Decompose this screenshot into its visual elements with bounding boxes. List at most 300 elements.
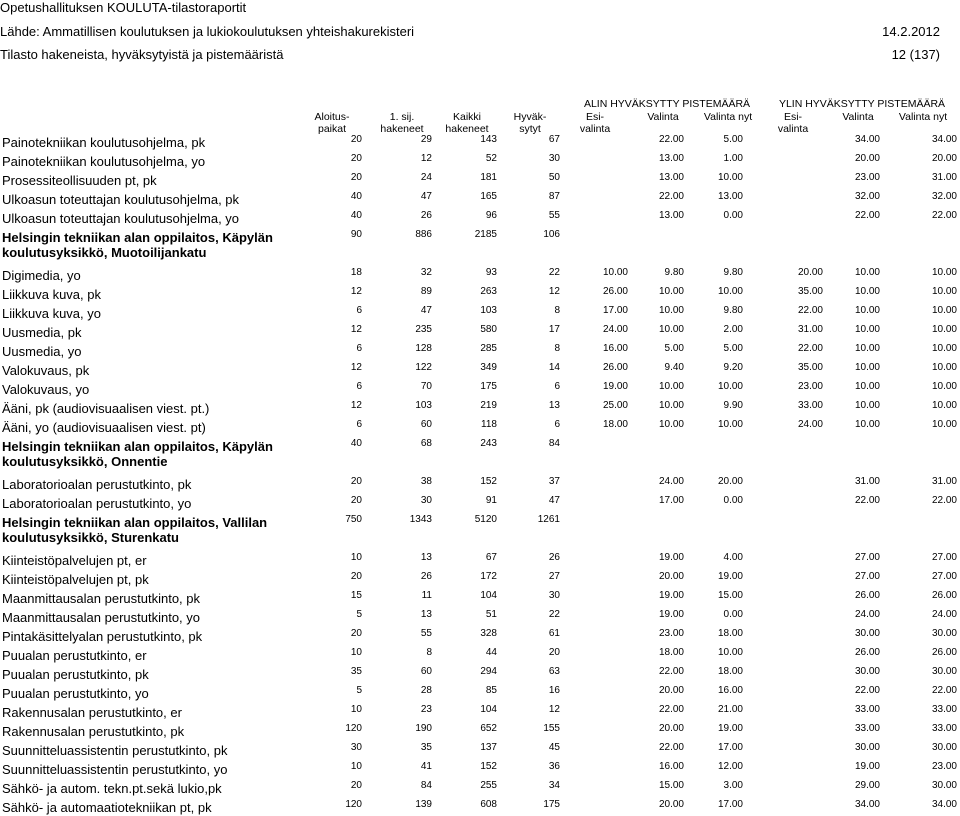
table-row [0,132,960,151]
cell-kaikki-hakeneet: 85 [485,685,497,696]
cell-ylin-valinta: 30.00 [854,666,880,677]
cell-alin-valinta: 10.00 [658,419,684,430]
table-row [0,626,960,645]
cell-aloituspaikat: 40 [350,438,362,449]
cell-sij-hakeneet: 38 [420,476,432,487]
cell-hyvaksytyt: 175 [543,799,560,810]
cell-aloituspaikat: 40 [350,191,362,202]
program-name: Liikkuva kuva, pk [2,287,101,302]
cell-aloituspaikat: 40 [350,210,362,221]
table-row [0,721,960,740]
table-row [0,189,960,208]
cell-alin-esivalinta: 10.00 [602,267,628,278]
cell-alin-valinta: 10.00 [658,400,684,411]
cell-ylin-valinta: 34.00 [854,799,880,810]
cell-alin-valinta-nyt: 19.00 [717,571,743,582]
cell-alin-valinta: 23.00 [658,628,684,639]
cell-alin-valinta-nyt: 20.00 [717,476,743,487]
cell-hyvaksytyt: 87 [548,191,560,202]
cell-alin-valinta-nyt: 5.00 [723,134,743,145]
cell-alin-valinta: 13.00 [658,210,684,221]
cell-ylin-valinta: 10.00 [854,305,880,316]
cell-hyvaksytyt: 63 [548,666,560,677]
table-row [0,797,960,816]
table-row [0,322,960,341]
program-name: Valokuvaus, yo [2,382,90,397]
program-name: Ulkoasun toteuttajan koulutusohjelma, pk [2,192,240,207]
cell-alin-valinta: 13.00 [658,172,684,183]
cell-aloituspaikat: 5 [356,609,362,620]
table-row [0,550,960,569]
cell-aloituspaikat: 20 [350,153,362,164]
cell-ylin-valinta: 32.00 [854,191,880,202]
cell-sij-hakeneet: 13 [420,552,432,563]
cell-aloituspaikat: 6 [356,381,362,392]
table-row [0,759,960,778]
cell-ylin-valinta-nyt: 30.00 [931,666,957,677]
cell-hyvaksytyt: 13 [548,400,560,411]
cell-alin-valinta-nyt: 10.00 [717,647,743,658]
cell-kaikki-hakeneet: 219 [480,400,497,411]
cell-sij-hakeneet: 886 [415,229,432,240]
cell-aloituspaikat: 12 [350,400,362,411]
program-name: Suunnitteluassistentin perustutkinto, yo [2,762,228,777]
cell-kaikki-hakeneet: 137 [480,742,497,753]
cell-sij-hakeneet: 190 [415,723,432,734]
cell-alin-esivalinta: 24.00 [602,324,628,335]
cell-ylin-valinta-nyt: 10.00 [931,400,957,411]
cell-ylin-valinta-nyt: 33.00 [931,723,957,734]
col-alin-nyt: Valinta nyt [703,111,753,123]
cell-alin-valinta-nyt: 0.00 [723,495,743,506]
cell-sij-hakeneet: 23 [420,704,432,715]
cell-sij-hakeneet: 122 [415,362,432,373]
program-name: Uusmedia, pk [2,325,82,340]
cell-alin-valinta: 5.00 [664,343,684,354]
cell-kaikki-hakeneet: 104 [480,590,497,601]
group-alin-header: ALIN HYVÄKSYTTY PISTEMÄÄRÄ [583,98,751,110]
table-row [0,398,960,417]
cell-aloituspaikat: 20 [350,780,362,791]
cell-ylin-valinta: 33.00 [854,704,880,715]
report-date: 14.2.2012 [882,24,940,39]
cell-aloituspaikat: 10 [350,647,362,658]
cell-alin-esivalinta: 26.00 [602,362,628,373]
cell-alin-valinta-nyt: 17.00 [717,742,743,753]
cell-alin-valinta: 22.00 [658,742,684,753]
table-row [0,683,960,702]
cell-hyvaksytyt: 17 [548,324,560,335]
cell-alin-valinta-nyt: 18.00 [717,628,743,639]
cell-hyvaksytyt: 155 [543,723,560,734]
program-name: Rakennusalan perustutkinto, er [2,705,182,720]
cell-ylin-valinta: 10.00 [854,267,880,278]
cell-ylin-valinta-nyt: 30.00 [931,742,957,753]
report-subtitle: Tilasto hakeneista, hyväksytyistä ja pistemääristä [0,47,284,62]
cell-alin-esivalinta: 25.00 [602,400,628,411]
cell-alin-valinta-nyt: 5.00 [723,343,743,354]
cell-alin-valinta-nyt: 10.00 [717,172,743,183]
cell-kaikki-hakeneet: 243 [480,438,497,449]
cell-ylin-valinta-nyt: 30.00 [931,780,957,791]
table-row [0,664,960,683]
col-alin-esi-line2: valinta [579,123,611,135]
cell-alin-valinta: 22.00 [658,191,684,202]
cell-ylin-valinta-nyt: 20.00 [931,153,957,164]
program-name: Suunnitteluassistentin perustutkinto, pk [2,743,228,758]
cell-sij-hakeneet: 13 [420,609,432,620]
cell-sij-hakeneet: 1343 [409,514,432,525]
cell-ylin-valinta: 26.00 [854,647,880,658]
cell-aloituspaikat: 20 [350,628,362,639]
cell-aloituspaikat: 5 [356,685,362,696]
cell-kaikki-hakeneet: 51 [485,609,497,620]
cell-ylin-valinta-nyt: 10.00 [931,267,957,278]
cell-kaikki-hakeneet: 44 [485,647,497,658]
cell-hyvaksytyt: 8 [554,305,560,316]
cell-hyvaksytyt: 47 [548,495,560,506]
cell-kaikki-hakeneet: 152 [480,761,497,772]
cell-ylin-valinta-nyt: 24.00 [931,609,957,620]
cell-kaikki-hakeneet: 91 [485,495,497,506]
cell-kaikki-hakeneet: 165 [480,191,497,202]
cell-kaikki-hakeneet: 294 [480,666,497,677]
cell-ylin-valinta: 10.00 [854,324,880,335]
cell-ylin-valinta-nyt: 23.00 [931,761,957,772]
cell-sij-hakeneet: 70 [420,381,432,392]
cell-kaikki-hakeneet: 263 [480,286,497,297]
cell-ylin-esivalinta: 24.00 [797,419,823,430]
school-row [0,512,960,550]
program-name: Sähkö- ja automaatiotekniikan pt, pk [2,800,212,815]
cell-ylin-valinta-nyt: 26.00 [931,590,957,601]
cell-ylin-valinta: 10.00 [854,381,880,392]
cell-ylin-esivalinta: 31.00 [797,324,823,335]
cell-ylin-valinta-nyt: 10.00 [931,381,957,392]
cell-sij-hakeneet: 60 [420,666,432,677]
table-row [0,379,960,398]
cell-alin-valinta: 22.00 [658,704,684,715]
table-row [0,170,960,189]
cell-hyvaksytyt: 30 [548,590,560,601]
cell-ylin-valinta-nyt: 32.00 [931,191,957,202]
cell-alin-valinta-nyt: 9.80 [723,267,743,278]
cell-alin-valinta-nyt: 10.00 [717,286,743,297]
cell-alin-valinta-nyt: 9.90 [723,400,743,411]
cell-ylin-valinta: 31.00 [854,476,880,487]
cell-aloituspaikat: 20 [350,172,362,183]
cell-aloituspaikat: 10 [350,704,362,715]
cell-alin-valinta: 19.00 [658,552,684,563]
table-row [0,740,960,759]
cell-ylin-valinta: 10.00 [854,343,880,354]
cell-hyvaksytyt: 45 [548,742,560,753]
cell-alin-valinta-nyt: 2.00 [723,324,743,335]
table-row [0,569,960,588]
cell-hyvaksytyt: 67 [548,134,560,145]
cell-aloituspaikat: 90 [350,229,362,240]
cell-kaikki-hakeneet: 96 [485,210,497,221]
cell-alin-valinta-nyt: 1.00 [723,153,743,164]
cell-ylin-valinta: 10.00 [854,362,880,373]
cell-aloituspaikat: 20 [350,495,362,506]
cell-hyvaksytyt: 106 [543,229,560,240]
cell-alin-valinta: 22.00 [658,134,684,145]
col-ylin-esi-line2: valinta [777,123,809,135]
program-name: Liikkuva kuva, yo [2,306,101,321]
cell-aloituspaikat: 18 [350,267,362,278]
cell-aloituspaikat: 20 [350,476,362,487]
col-kaikki-line2: hakeneet [445,123,489,135]
cell-sij-hakeneet: 28 [420,685,432,696]
cell-hyvaksytyt: 20 [548,647,560,658]
cell-alin-valinta: 17.00 [658,495,684,506]
cell-ylin-valinta: 20.00 [854,153,880,164]
col-ylin-nyt: Valinta nyt [898,111,948,123]
cell-kaikki-hakeneet: 580 [480,324,497,335]
page-number: 12 (137) [891,47,940,62]
table-row [0,303,960,322]
report-source: Lähde: Ammatillisen koulutuksen ja lukiokoulutuksen yhteishakurekisteri [0,24,415,39]
cell-hyvaksytyt: 22 [548,267,560,278]
school-name: Helsingin tekniikan alan oppilaitos, Käpylän koulutusyksikkö, Onnentie [2,439,273,469]
cell-kaikki-hakeneet: 328 [480,628,497,639]
cell-alin-esivalinta: 16.00 [602,343,628,354]
cell-alin-valinta-nyt: 0.00 [723,210,743,221]
cell-ylin-valinta-nyt: 27.00 [931,571,957,582]
cell-alin-valinta: 20.00 [658,723,684,734]
school-row [0,436,960,474]
table-row [0,360,960,379]
cell-hyvaksytyt: 37 [548,476,560,487]
cell-sij-hakeneet: 41 [420,761,432,772]
cell-ylin-valinta: 22.00 [854,495,880,506]
cell-hyvaksytyt: 22 [548,609,560,620]
program-name: Ääni, yo (audiovisuaalisen viest. pt) [2,420,206,435]
program-name: Painotekniikan koulutusohjelma, yo [2,154,206,169]
table-row [0,417,960,436]
cell-alin-valinta: 20.00 [658,685,684,696]
cell-aloituspaikat: 120 [345,723,362,734]
cell-kaikki-hakeneet: 175 [480,381,497,392]
cell-alin-valinta: 9.80 [664,267,684,278]
col-sij-line1: 1. sij. [389,111,415,123]
table-row [0,151,960,170]
cell-alin-valinta: 20.00 [658,799,684,810]
program-name: Kiinteistöpalvelujen pt, pk [2,572,149,587]
cell-ylin-valinta-nyt: 34.00 [931,799,957,810]
cell-ylin-valinta-nyt: 10.00 [931,286,957,297]
cell-kaikki-hakeneet: 52 [485,153,497,164]
cell-hyvaksytyt: 8 [554,343,560,354]
cell-ylin-valinta: 24.00 [854,609,880,620]
cell-alin-valinta-nyt: 17.00 [717,799,743,810]
cell-alin-valinta-nyt: 18.00 [717,666,743,677]
program-name: Maanmittausalan perustutkinto, yo [2,610,200,625]
col-sij-line2: hakeneet [380,123,424,135]
cell-hyvaksytyt: 50 [548,172,560,183]
table-row [0,341,960,360]
cell-alin-valinta-nyt: 19.00 [717,723,743,734]
cell-sij-hakeneet: 32 [420,267,432,278]
cell-sij-hakeneet: 128 [415,343,432,354]
cell-kaikki-hakeneet: 255 [480,780,497,791]
cell-ylin-valinta: 22.00 [854,210,880,221]
cell-alin-esivalinta: 17.00 [602,305,628,316]
cell-alin-valinta-nyt: 10.00 [717,381,743,392]
cell-alin-valinta: 20.00 [658,571,684,582]
cell-hyvaksytyt: 27 [548,571,560,582]
program-name: Painotekniikan koulutusohjelma, pk [2,135,206,150]
program-name: Uusmedia, yo [2,344,82,359]
cell-alin-valinta: 24.00 [658,476,684,487]
col-ylin-esi-line1: Esi- [783,111,803,123]
program-name: Prosessiteollisuuden pt, pk [2,173,157,188]
cell-alin-valinta: 10.00 [658,305,684,316]
cell-ylin-esivalinta: 35.00 [797,362,823,373]
cell-hyvaksytyt: 84 [548,438,560,449]
cell-alin-valinta: 10.00 [658,286,684,297]
cell-ylin-esivalinta: 22.00 [797,305,823,316]
cell-kaikki-hakeneet: 181 [480,172,497,183]
cell-aloituspaikat: 12 [350,362,362,373]
cell-alin-valinta: 9.40 [664,362,684,373]
cell-ylin-valinta-nyt: 22.00 [931,495,957,506]
report-title: Opetushallituksen KOULUTA-tilastoraportit [0,0,247,15]
cell-ylin-esivalinta: 23.00 [797,381,823,392]
cell-ylin-valinta-nyt: 10.00 [931,305,957,316]
cell-ylin-valinta-nyt: 31.00 [931,476,957,487]
cell-sij-hakeneet: 11 [421,590,432,601]
cell-kaikki-hakeneet: 2185 [474,229,497,240]
cell-kaikki-hakeneet: 349 [480,362,497,373]
table-row [0,474,960,493]
program-name: Puualan perustutkinto, yo [2,686,149,701]
cell-ylin-valinta-nyt: 31.00 [931,172,957,183]
cell-aloituspaikat: 750 [345,514,362,525]
cell-aloituspaikat: 6 [356,343,362,354]
school-name: Helsingin tekniikan alan oppilaitos, Käpylän koulutusyksikkö, Muotoilijankatu [2,230,273,260]
cell-alin-valinta-nyt: 12.00 [717,761,743,772]
col-alin-valinta: Valinta [647,111,679,123]
program-name: Puualan perustutkinto, er [2,648,147,663]
col-aloituspaikat-line2: paikat [317,123,347,135]
cell-hyvaksytyt: 6 [554,381,560,392]
cell-ylin-valinta: 33.00 [854,723,880,734]
cell-ylin-valinta-nyt: 30.00 [931,628,957,639]
cell-sij-hakeneet: 235 [415,324,432,335]
cell-ylin-valinta: 27.00 [854,552,880,563]
cell-ylin-valinta: 26.00 [854,590,880,601]
cell-aloituspaikat: 20 [350,571,362,582]
col-aloituspaikat-line1: Aloitus- [314,111,350,123]
cell-kaikki-hakeneet: 104 [480,704,497,715]
table-row [0,645,960,664]
table-row [0,265,960,284]
cell-kaikki-hakeneet: 103 [480,305,497,316]
cell-ylin-valinta-nyt: 10.00 [931,324,957,335]
program-name: Rakennusalan perustutkinto, pk [2,724,185,739]
cell-ylin-esivalinta: 33.00 [797,400,823,411]
cell-alin-valinta-nyt: 9.20 [723,362,743,373]
cell-sij-hakeneet: 68 [420,438,432,449]
cell-aloituspaikat: 120 [345,799,362,810]
cell-ylin-valinta: 27.00 [854,571,880,582]
cell-sij-hakeneet: 84 [420,780,432,791]
cell-ylin-esivalinta: 20.00 [797,267,823,278]
cell-alin-valinta-nyt: 16.00 [717,685,743,696]
cell-alin-valinta-nyt: 9.80 [723,305,743,316]
cell-sij-hakeneet: 8 [426,647,432,658]
col-hyvak-line1: Hyväk- [513,111,547,123]
cell-alin-valinta: 22.00 [658,666,684,677]
col-hyvak-line2: sytyt [519,123,541,135]
cell-aloituspaikat: 20 [350,134,362,145]
cell-hyvaksytyt: 16 [548,685,560,696]
table-row [0,284,960,303]
cell-alin-valinta-nyt: 4.00 [723,552,743,563]
cell-ylin-valinta-nyt: 26.00 [931,647,957,658]
cell-aloituspaikat: 10 [350,761,362,772]
data-table [0,132,960,816]
cell-ylin-valinta-nyt: 10.00 [931,362,957,373]
cell-aloituspaikat: 6 [356,419,362,430]
cell-sij-hakeneet: 47 [420,191,432,202]
cell-alin-valinta-nyt: 3.00 [723,780,743,791]
program-name: Ulkoasun toteuttajan koulutusohjelma, yo [2,211,240,226]
cell-hyvaksytyt: 61 [548,628,560,639]
cell-alin-valinta: 16.00 [658,761,684,772]
cell-sij-hakeneet: 60 [420,419,432,430]
cell-alin-valinta: 10.00 [658,381,684,392]
cell-ylin-valinta-nyt: 22.00 [931,685,957,696]
cell-ylin-valinta: 34.00 [854,134,880,145]
cell-ylin-valinta: 22.00 [854,685,880,696]
cell-alin-esivalinta: 18.00 [602,419,628,430]
cell-sij-hakeneet: 24 [420,172,432,183]
cell-aloituspaikat: 12 [350,324,362,335]
cell-alin-esivalinta: 19.00 [602,381,628,392]
cell-sij-hakeneet: 139 [415,799,432,810]
col-alin-esi-line1: Esi- [585,111,605,123]
cell-ylin-valinta-nyt: 10.00 [931,419,957,430]
cell-sij-hakeneet: 29 [420,134,432,145]
cell-hyvaksytyt: 12 [548,286,560,297]
cell-kaikki-hakeneet: 143 [480,134,497,145]
table-row [0,208,960,227]
program-name: Ääni, pk (audiovisuaalisen viest. pt.) [2,401,210,416]
cell-ylin-valinta: 10.00 [854,286,880,297]
cell-kaikki-hakeneet: 172 [480,571,497,582]
cell-ylin-valinta-nyt: 22.00 [931,210,957,221]
cell-hyvaksytyt: 1261 [537,514,560,525]
program-name: Kiinteistöpalvelujen pt, er [2,553,147,568]
cell-alin-valinta-nyt: 10.00 [717,419,743,430]
col-ylin-valinta: Valinta [842,111,874,123]
program-name: Laboratorioalan perustutkinto, yo [2,496,192,511]
program-name: Puualan perustutkinto, pk [2,667,149,682]
cell-hyvaksytyt: 6 [554,419,560,430]
col-kaikki-line1: Kaikki [452,111,481,123]
cell-hyvaksytyt: 34 [548,780,560,791]
cell-ylin-valinta: 19.00 [854,761,880,772]
cell-ylin-valinta: 29.00 [854,780,880,791]
cell-alin-esivalinta: 26.00 [602,286,628,297]
cell-alin-valinta: 19.00 [658,590,684,601]
table-row [0,493,960,512]
cell-ylin-valinta-nyt: 27.00 [931,552,957,563]
cell-sij-hakeneet: 30 [420,495,432,506]
